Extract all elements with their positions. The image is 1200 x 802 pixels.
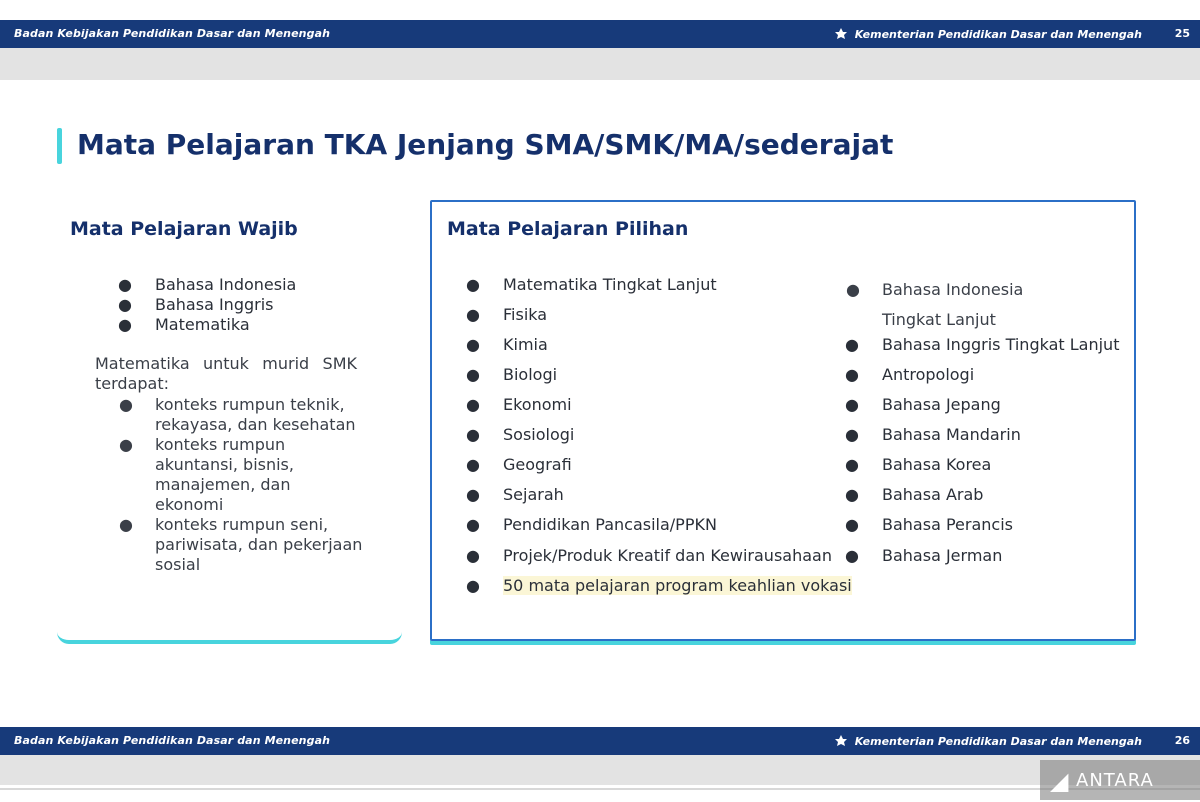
bullet-icon: ● — [845, 395, 859, 414]
bullet-icon: ● — [466, 365, 480, 384]
smk-note: Matematika untuk murid SMK terdapat: — [95, 354, 357, 393]
list-item: ● Kimia — [466, 335, 548, 354]
list-item: ● Bahasa Korea — [845, 455, 992, 474]
bullet-icon: ● — [118, 275, 132, 294]
bullet-icon: ● — [466, 576, 480, 595]
bullet-icon: ● — [466, 546, 480, 565]
bullet-icon: ● — [845, 515, 859, 534]
header-divider — [0, 755, 1200, 785]
bullet-icon: ● — [118, 295, 132, 314]
next-header-bar — [0, 727, 1200, 755]
ministry-name: Kementerian Pendidikan Dasar dan Menengah — [854, 27, 1142, 41]
ministry-logo-icon — [833, 27, 849, 41]
list-item: ● Bahasa Indonesia Tingkat Lanjut — [882, 275, 1087, 335]
agency-name: Badan Kebijakan Pendidikan Dasar dan Menengah — [14, 27, 331, 40]
antara-logo-icon: ◢ — [1050, 767, 1070, 795]
ministry-label — [833, 27, 1142, 41]
list-item: ● Antropologi — [845, 365, 975, 384]
list-item: ● Bahasa Perancis — [845, 515, 1013, 534]
list-item: ● Bahasa Inggris — [118, 295, 274, 314]
list-item: ● Bahasa Arab — [845, 485, 984, 504]
bullet-icon: ● — [119, 395, 133, 414]
list-item: ● Bahasa Indonesia — [118, 275, 297, 294]
list-item: ● Sosiologi — [466, 425, 575, 444]
bullet-icon: ● — [466, 275, 480, 294]
ministry-name: Kementerian Pendidikan Dasar dan Menengah — [854, 734, 1142, 748]
page-title: Mata Pelajaran TKA Jenjang SMA/SMK/MA/sederajat — [77, 128, 894, 161]
bullet-icon: ● — [845, 546, 859, 565]
bullet-icon: ● — [845, 425, 859, 444]
bullet-icon: ● — [466, 455, 480, 474]
bullet-icon: ● — [846, 280, 860, 299]
list-item: ● konteks rumpun akuntansi, bisnis, manajemen, dan ekonomi — [119, 435, 294, 514]
bullet-icon: ● — [845, 485, 859, 504]
antara-watermark: ◢ ANTARA — [1040, 760, 1200, 800]
list-item: ● Matematika Tingkat Lanjut — [466, 275, 717, 294]
list-item: ● Bahasa Inggris Tingkat Lanjut — [845, 335, 1120, 354]
bullet-icon: ● — [466, 305, 480, 324]
bullet-icon: ● — [466, 395, 480, 414]
list-item: ● konteks rumpun teknik, rekayasa, dan kesehatan — [119, 395, 356, 434]
list-item: ● Geografi — [466, 455, 572, 474]
list-item: ● Biologi — [466, 365, 558, 384]
bullet-icon: ● — [118, 315, 132, 334]
list-item: ● Matematika — [118, 315, 250, 334]
pilihan-card — [430, 200, 1136, 641]
pilihan-heading: Mata Pelajaran Pilihan — [447, 218, 689, 240]
list-item: ● Pendidikan Pancasila/PPKN — [466, 515, 717, 534]
header-divider — [0, 48, 1200, 80]
ministry-logo-icon — [833, 734, 849, 748]
header-bar — [0, 20, 1200, 48]
list-item: ● Fisika — [466, 305, 548, 324]
bullet-icon: ● — [119, 435, 133, 454]
list-item: ● Bahasa Jerman — [845, 546, 1003, 565]
list-item: ● Sejarah — [466, 485, 564, 504]
bullet-icon: ● — [845, 365, 859, 384]
list-item: ● 50 mata pelajaran program keahlian vokasi — [466, 576, 852, 595]
list-item: ● Ekonomi — [466, 395, 572, 414]
bullet-icon: ● — [466, 335, 480, 354]
title-accent — [57, 128, 62, 164]
agency-name: Badan Kebijakan Pendidikan Dasar dan Menengah — [14, 734, 331, 747]
bullet-icon: ● — [466, 425, 480, 444]
list-item: ● Bahasa Jepang — [845, 395, 1001, 414]
bullet-icon: ● — [466, 485, 480, 504]
page-number: 26 — [1174, 734, 1190, 747]
bullet-icon: ● — [466, 515, 480, 534]
bullet-icon: ● — [119, 515, 133, 534]
wajib-heading: Mata Pelajaran Wajib — [70, 218, 298, 240]
bullet-icon: ● — [845, 335, 859, 354]
list-item: ● konteks rumpun seni, pariwisata, dan pekerjaan sosial — [119, 515, 363, 574]
list-item: ● Projek/Produk Kreatif dan Kewirausahaan — [466, 546, 832, 565]
bullet-icon: ● — [845, 455, 859, 474]
ministry-label — [833, 734, 1142, 748]
page-number: 25 — [1174, 27, 1190, 40]
list-item: ● Bahasa Mandarin — [845, 425, 1021, 444]
